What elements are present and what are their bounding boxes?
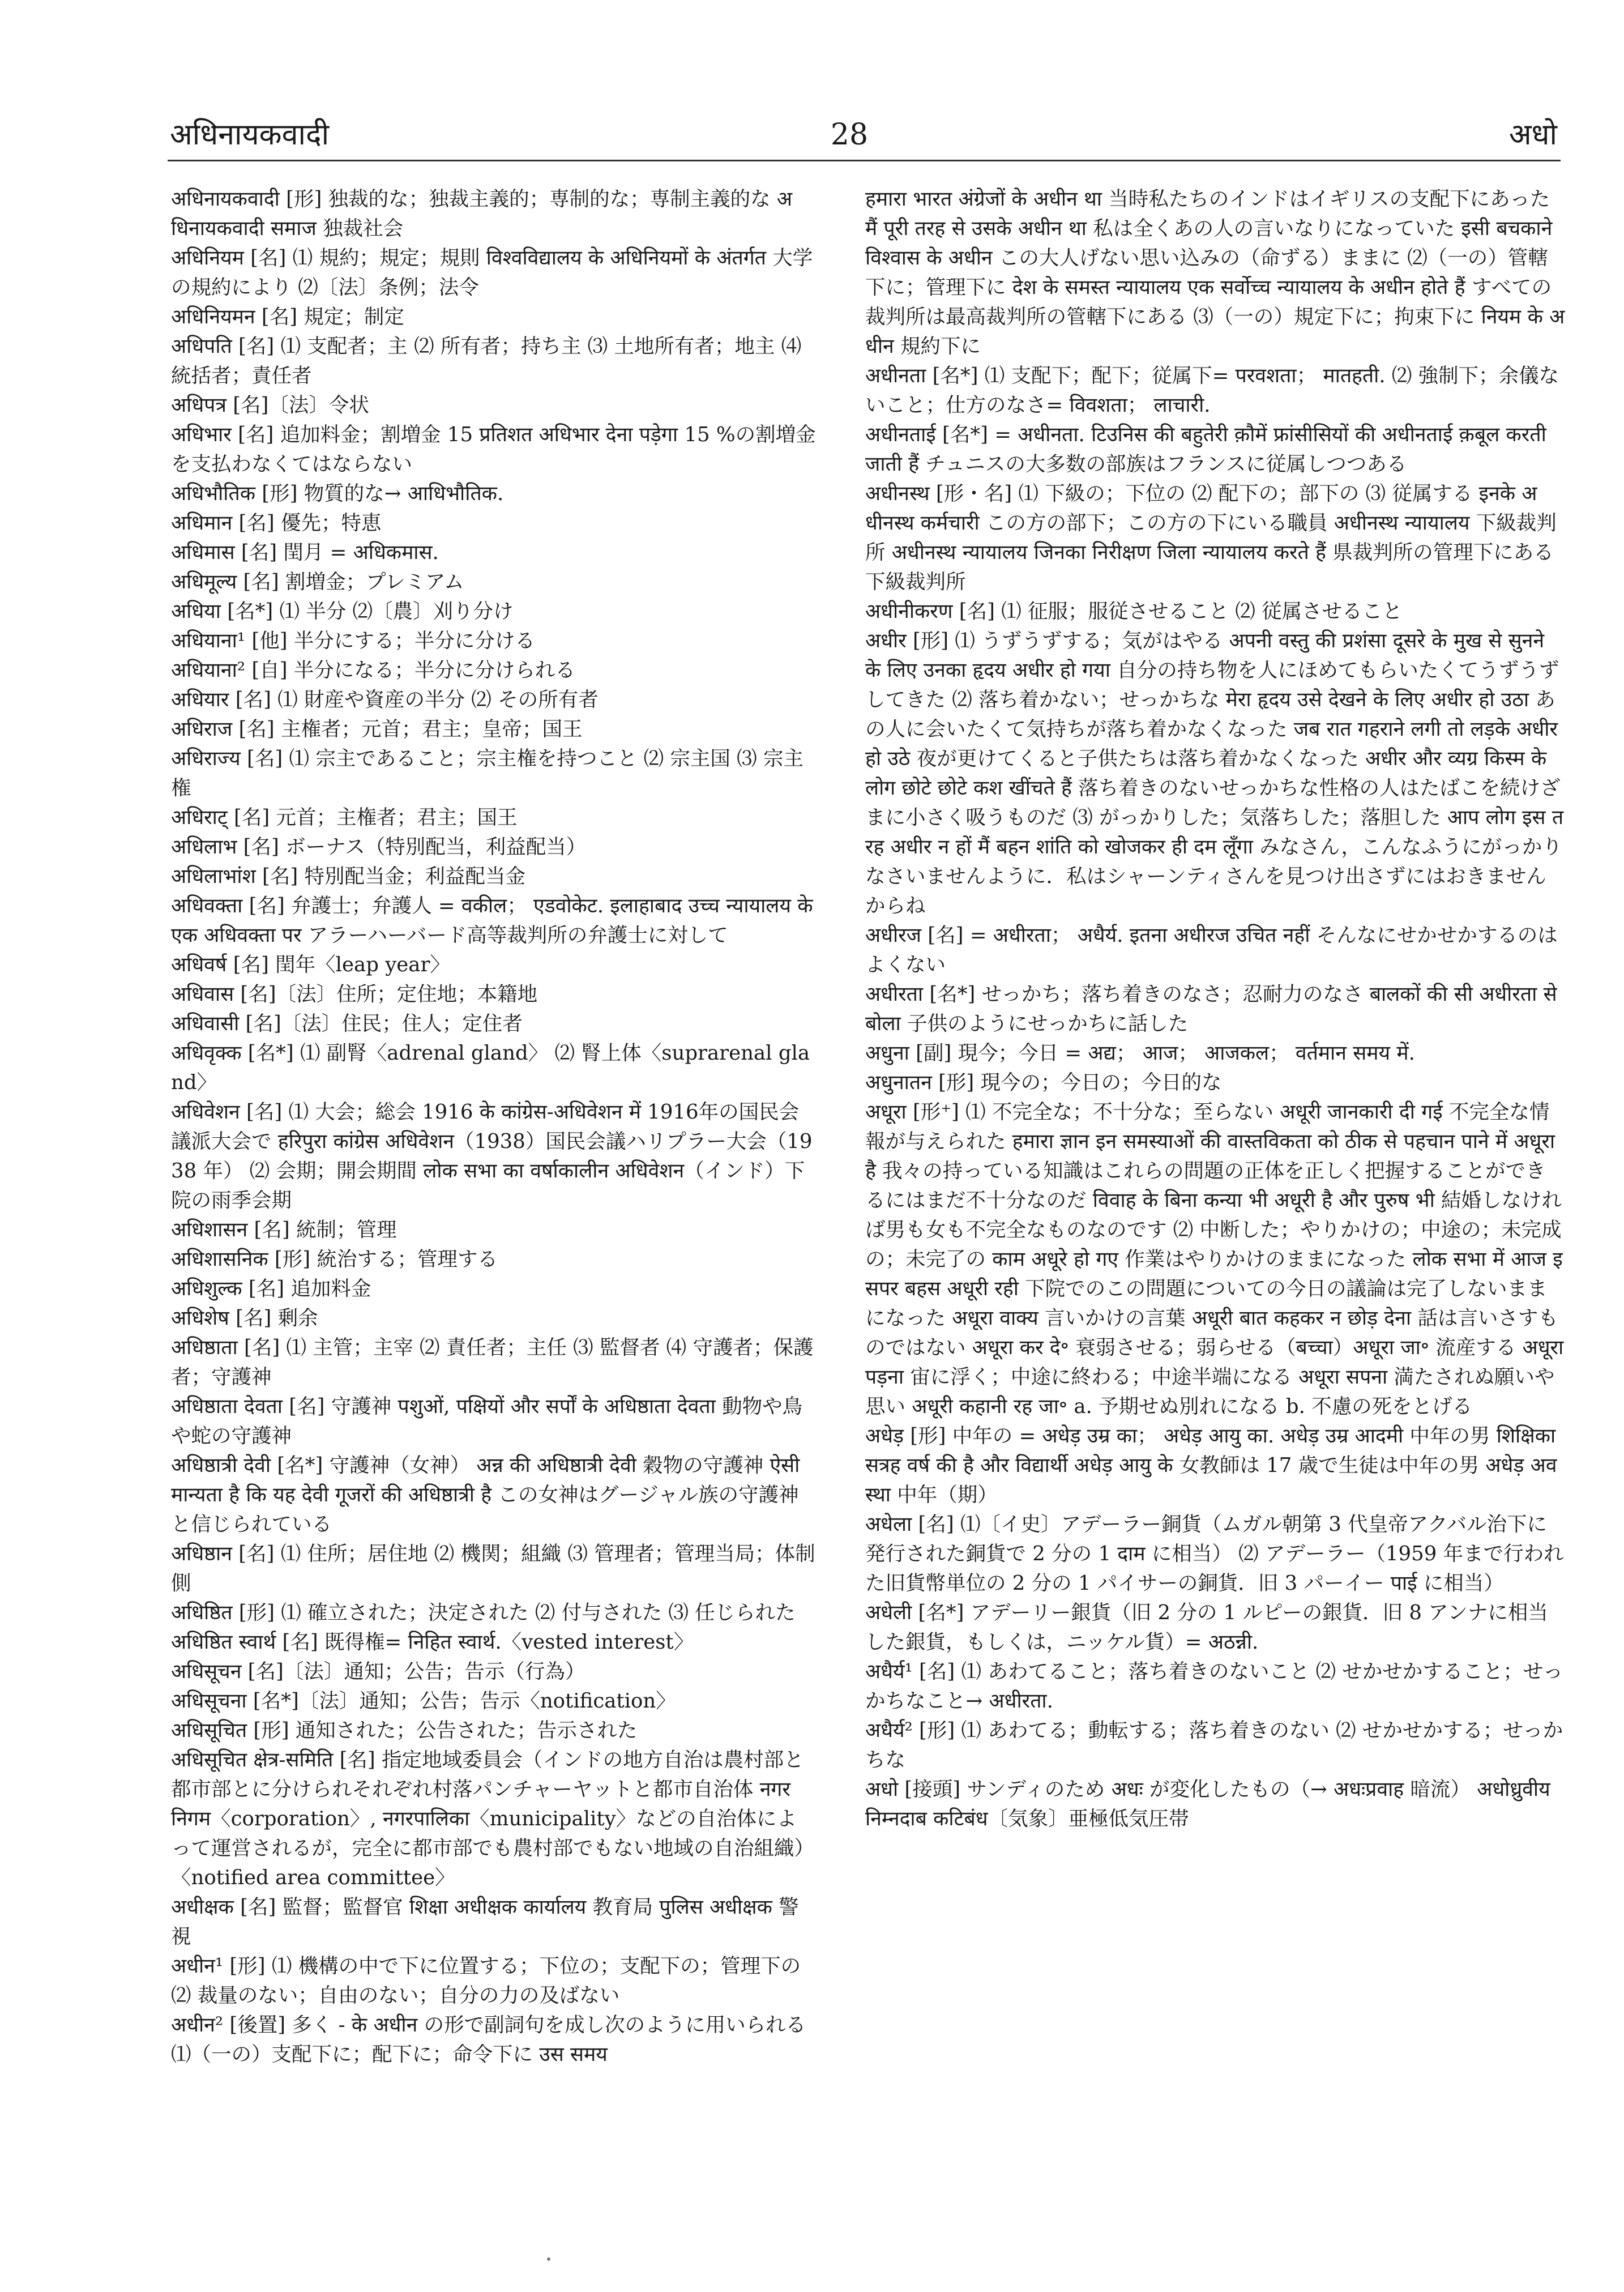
dictionary-entry: अधुनातन [形] 現今の；今日の；今日的な [865,1071,1222,1094]
dictionary-entry: अधिशुल्क [名] 追加料金 [171,1277,371,1300]
dictionary-entry: अधिशासन [名] 統制；管理 [171,1218,397,1241]
dictionary-entry: अधिराज [名] 主権者；元首；君主；皇帝；国王 [171,718,583,741]
dictionary-entry: अधेली [名*] アデーリー銀貨（旧 2 分の 1 ルピーの銀貨．旧 8 アンナに相当した銀貨，もしくは，ニッケル貨）= अठन्नी. [865,1601,1548,1654]
dictionary-entry: अधिसूचना [名*]〔法〕通知；公告；告示〈notification〉 [171,1689,676,1713]
page-number: 28 [830,118,869,152]
dictionary-entry: अधियाना¹ [他] 半分にする；半分に分ける [171,629,535,652]
dictionary-entry: अधीनीकरण [名] ⑴ 征服；服従させること ⑵ 従属させること [865,600,1403,623]
dictionary-entry: अधिवेशन [名] ⑴ 大会；総会 1916 के कांग्रेस-अधिवेशन में 1916年の国民会議派大会で हरिपुरा कांग्रेस अधिवेशन（1938）国民会議ハリプラー大会（1938 年） ⑵ 会期；開会期間 लोक सभा का वर्षाकालीन अधिवेशन（インド）下院の雨季会期 [171,1100,813,1212]
dictionary-entry: अधिमास [名] 閏月 = अधिकमास. [171,541,439,564]
dictionary-entry: अधिराट् [名] 元首；主権者；君主；国王 [171,806,518,829]
dictionary-entry: अधिसूचित [形] 通知された；公告された；告示された [171,1719,638,1742]
dictionary-entry: अधूरा [形⁺] ⑴ 不完全な；不十分な；至らない अधूरी जानकारी दी गई 不完全な情報が与えられた हमारा ज्ञान इन समस्याओं की वास्तविकता को ठीक से पहचान पाने में अधूरा है 我々の持っている知識はこれらの問題の正体を正しく把握することができるにはまだ不十分なのだ विवाह के बिना कन्या भी अधूरी है और पुरुष भी 結婚しなければ男も女も不完全なものなのです ⑵ 中断した；やりかけの；中途の；未完成の；未完了の काम अधूरे हो गए 作業はやりかけのままになった लोक सभा में आज इसपर बहस अधूरी रही 下院でのこの問題についての今日の議論は完了しないままになった अधूरा वाक्य 言いかけの言葉 अधूरी बात कहकर न छोड़ देना 話は言いさすものではない अधूरा कर दे॰ 衰弱させる；弱らせる（बच्चा）अधूरा जा॰ 流産する अधूरा पड़ना 宙に浮く；中途に終わる；中途半端になる अधूरा सपना 満たされぬ願いや思い अधूरी कहानी रह जा॰ a. 予期せぬ別れになる b. 不慮の死をとげる [865,1100,1570,1418]
dictionary-entry: अधिवर्ष [名] 閏年〈leap year〉 [171,953,450,976]
dictionary-entry: अधिया [名*] ⑴ 半分 ⑵〔農〕刈り分け [171,600,514,623]
left-column [171,185,817,2069]
dictionary-entry: अधीरज [名] = अधीरता； अधैर्य. इतना अधीरज उचित नहीं そんなにせかせかするのはよくない [865,924,1558,976]
dictionary-entry: अधिनायकवादी [形] 独裁的な；独裁主義的；専制的な；専制主義的な अधिनायकवादी समाज 独裁社会 [171,187,793,240]
dictionary-entry: अधीन¹ [形] ⑴ 機構の中で下に位置する；下位の；支配下の；管理下の ⑵ 裁量のない；自由のない；自分の力の及ばない [171,1954,807,2007]
dictionary-entry: अधिलाभ [名] ボーナス（特別配当，利益配当） [171,835,587,859]
dictionary-entry: अधिष्ठात्री देवी [名*] 守護神（女神） अन्न की अधिष्ठात्री देवी 穀物の守護神 ऐसी मान्यता है कि यह देवी गूजरों की अधिष्ठात्री है この女神はグージャル族の守護神と信じられている [171,1454,806,1536]
dictionary-entry: अधिमूल्य [名] 割増金；プレミアム [171,570,464,594]
dictionary-entry: अधेला [名] ⑴〔イ史〕アデーラー銅貨（ムガル朝第 3 代皇帝アクバル治下に発行された銅貨で 2 分の 1 दाम に相当） ⑵ アデーラー（1959 年まで行われた旧貨幣単位の 2 分の 1 パイサーの銅貨．旧 3 パーイー पाई に相当） [865,1513,1564,1595]
dictionary-entry: अधिशासनिक [形] 統治する；管理する [171,1248,498,1271]
dictionary-entry: अधिवास [名]〔法〕住所；定住地；本籍地 [171,983,538,1006]
dictionary-entry: अधिष्ठित स्वार्थ [名] 既得権= निहित स्वार्थ.〈vested interest〉 [171,1631,694,1654]
dictionary-entry: अधीरता [名*] せっかち；落ち着きのなさ；忍耐力のなさ बालकों की सी अधीरता से बोला 子供のようにせっかちに話した [865,983,1563,1035]
scan-speck [547,2257,550,2261]
dictionary-entry: अधिवक्ता [名] 弁護士；弁護人 = वकील； एडवोकेट. इलाहाबाद उच्च न्यायालय के एक अधिवक्ता पर アラーハーバード高等裁判所の弁護士に対して [171,894,819,947]
dictionary-entry: अधिराज्य [名] ⑴ 宗主であること；宗主権を持つこと ⑵ 宗主国 ⑶ 宗主権 [171,747,804,800]
dictionary-entry: अधिवासी [名]〔法〕住民；住人；定住者 [171,1012,523,1035]
dictionary-entry: अधीर [形] ⑴ うずうずする；気がはやる अपनी वस्तु की प्रशंसा दूसरे के मुख से सुनने के लिए उनका हृदय अधीर हो गया 自分の持ち物を人にほめてもらいたくてうずうずしてきた ⑵ 落ち着かない；せっかちな मेरा हृदय उसे देखने के लिए अधीर हो उठा あの人に会いたくて気持ちが落ち着かなくなった जब रात गहराने लगी तो लड़के अधीर हो उठे 夜が更けてくると子供たちは落ち着かなくなった अधीर और व्यग्र किस्म के लोग छोटे छोटे कश खींचते हैं 落ち着きのないせっかちな性格の人はたばこを続けざまに小さく吸うものだ ⑶ がっかりした；気落ちした；落胆した आप लोग इस तरह अधीर न हों मैं बहन शांति को खोजकर ही दम लूँगा みなさん，こんなふうにがっかりなさいませんように．私はシャーンティさんを見つけ出さずにはおきませんからね [865,629,1565,917]
header-rule [168,160,1561,161]
running-header-first-entry: अधिनायकवादी [170,118,330,152]
dictionary-entry: अधीन² [後置] 多く - के अधीन の形で副詞句を成し次のように用いられる ⑴（一の）支配下に；配下に；命令下に उस समय [171,2013,813,2066]
dictionary-entry: अधिसूचन [名]〔法〕通知；公告；告示（行為） [171,1660,586,1683]
dictionary-entry: अधियाना² [自] 半分になる；半分に分けられる [171,659,575,682]
dictionary-entry: अधीक्षक [名] 監督；監督官 शिक्षा अधीक्षक कार्यालय 教育局 पुलिस अधीक्षक 警視 [171,1896,799,1948]
dictionary-entry: अधिष्ठाता देवता [名] 守護神 पशुओं, पक्षियों और सर्पों के अधिष्ठाता देवता 動物や鳥や蛇の守護神 [171,1395,803,1448]
right-column [865,185,1570,1834]
dictionary-entry: अधिवृक्क [名*] ⑴ 副腎〈adrenal gland〉 ⑵ 腎上体〈suprarenal gland〉 [171,1042,810,1094]
dictionary-entry: अधिष्ठित [形] ⑴ 確立された；決定された ⑵ 付与された ⑶ 任じられた [171,1601,796,1624]
dictionary-entry: अधिनियमन [名] 規定；制定 [171,305,404,328]
dictionary-entry: हमारा भारत अंग्रेजों के अधीन था 当時私たちのインドはイギリスの支配下にあった मैं पूरी तरह से उसके अधीन था 私は全くあの人の言いなりになっていた इसी बचकाने विश्वास के अधीन この大人げない思い込みの（命ずる）ままに ⑵（一の）管轄下に；管理下に देश के समस्त न्यायालय एक सर्वोच्च न्यायालय के अधीन होते हैं すべての裁判所は最高裁判所の管轄下にある ⑶（一の）規定下に；拘束下に नियम के अधीन 規約下に [865,187,1565,358]
dictionary-entry: अधेड़ [形] 中年の = अधेड़ उम्र का； अधेड़ आयु का. अधेड़ उम्र आदमी 中年の男 शिक्षिका सत्रह वर्ष की है और विद्यार्थी अधेड़ आयु के 女教師は 17 歳で生徒は中年の男 अधेड़ अवस्था 中年（期） [865,1424,1562,1506]
running-header-last-entry: अधो [1508,118,1557,152]
dictionary-entry: अधीनता [名*] ⑴ 支配下；配下；従属下= परवशता； मातहती. ⑵ 強制下；余儀ないこと；仕方のなさ= विवशता； लाचारी. [865,364,1559,417]
dictionary-entry: अधीनस्थ [形・名] ⑴ 下級の；下位の ⑵ 配下の；部下の ⑶ 従属する इनके अधीनस्थ कर्मचारी この方の部下；この方の下にいる職員 अधीनस्थ न्यायालय 下級裁判所 अधीनस्थ न्यायालय जिनका निरीक्षण जिला न्यायालय करते हैं 県裁判所の管理下にある下級裁判所 [865,482,1557,594]
dictionary-entry: अधैर्य² [形] ⑴ あわてる；動転する；落ち着きのない ⑵ せかせかする；せっかちな [865,1719,1563,1772]
dictionary-entry: अधिपत्र [名]〔法〕令状 [171,394,369,417]
dictionary-entry: अधो [接頭] サンディのため अधः が変化したもの（→ अधःप्रवाह 暗流） अधोध्रुवीय निम्नदाब कटिबंध〔気象〕亜極低気圧帯 [865,1778,1557,1830]
dictionary-entry: अधिलाभांश [名] 特別配当金；利益配当金 [171,865,525,888]
dictionary-entry: अधीनताई [名*] = अधीनता. टिउनिस की बहुतेरी क़ौमें फ्रांसीसियों की अधीनताई क़बूल करती जाती हैं チュニスの大多数の部族はフランスに従属しつつある [865,423,1553,476]
dictionary-entry: अधिष्ठाता [名] ⑴ 主管；主宰 ⑵ 責任者；主任 ⑶ 監督者 ⑷ 守護者；保護者；守護神 [171,1336,814,1389]
dictionary-entry: अधैर्य¹ [名] ⑴ あわてること；落ち着きのないこと ⑵ せかせかすること；せっかちなこと→ अधीरता. [865,1660,1563,1713]
dictionary-entry: अधिनियम [名] ⑴ 規約；規定；規則 विश्वविद्यालय के अधिनियमों के अंतर्गत 大学の規約により ⑵〔法〕条例；法令 [171,246,813,299]
dictionary-entry: अधिभौतिक [形] 物質的な→ आधिभौतिक. [171,482,504,505]
dictionary-entry: अधिपति [名] ⑴ 支配者；主 ⑵ 所有者；持ち主 ⑶ 土地所有者；地主 ⑷ 統括者；責任者 [171,335,808,387]
dictionary-entry: अधिष्ठान [名] ⑴ 住所；居住地 ⑵ 機関；組織 ⑶ 管理者；管理当局；体制側 [171,1542,815,1595]
dictionary-entry: अधिसूचित क्षेत्र-समिति [名] 指定地域委員会（インドの地方自治は農村部と都市部とに分けられそれぞれ村落パンチャーヤットと都市自治体 नगर निगम〈corporation〉, नगरपालिका〈municipality〉などの自治体によって運営されるが，完全に都市部でも農村部でもない地域の自治組織）〈notified area committee〉 [171,1748,815,1889]
dictionary-entry: अधिशेष [名] 剰余 [171,1307,318,1330]
dictionary-entry: अधिमान [名] 優先；特恵 [171,511,382,535]
dictionary-entry: अधिभार [名] 追加料金；割増金 15 प्रतिशत अधिभार देना पड़ेगा 15 %の割増金を支払わなくてはならない [171,423,816,476]
dictionary-entry: अधुना [副] 現今；今日 = अद्य； आज； आजकल； वर्तमान समय में. [865,1042,1415,1065]
dictionary-entry: अधियार [名] ⑴ 財産や資産の半分 ⑵ その所有者 [171,688,599,711]
